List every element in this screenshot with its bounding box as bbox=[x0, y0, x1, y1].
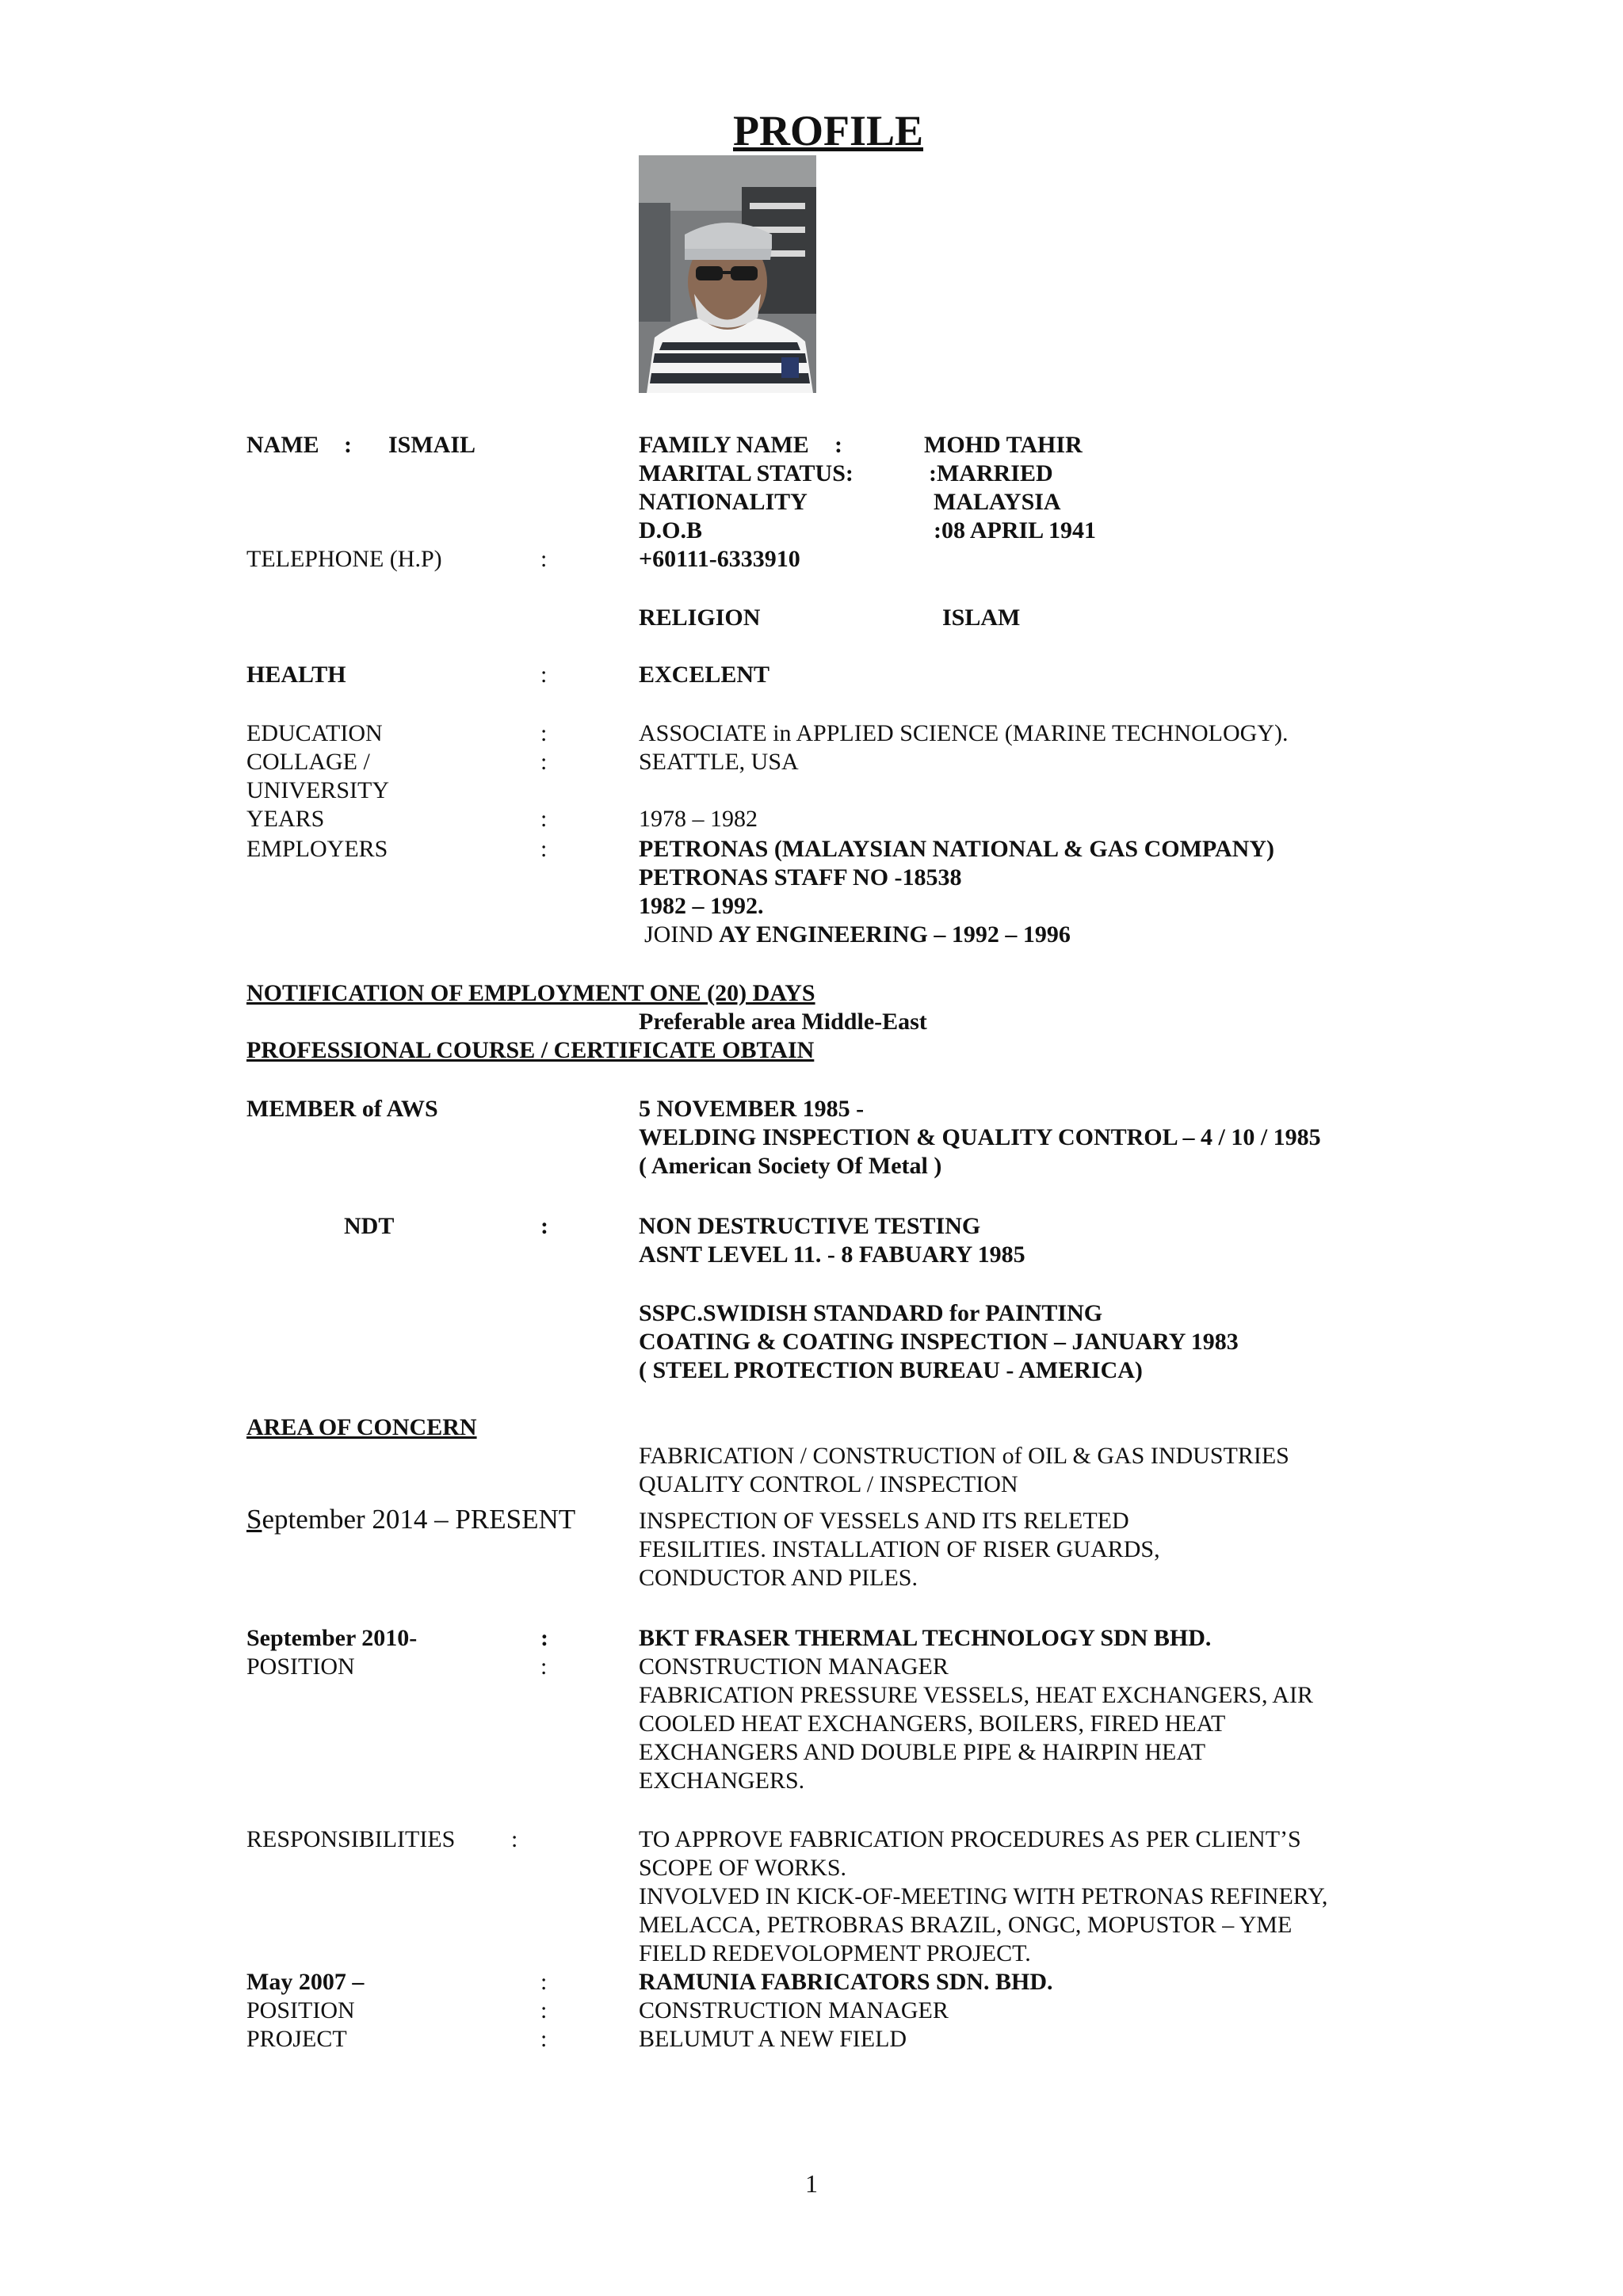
education-value: ASSOCIATE in APPLIED SCIENCE (MARINE TECHNOLOGY). bbox=[639, 720, 1289, 746]
employer-line: PETRONAS (MALAYSIAN NATIONAL & GAS COMPANY) bbox=[639, 836, 1274, 862]
exp2010-position-value: CONSTRUCTION MANAGER bbox=[639, 1653, 949, 1680]
marital-status-label: MARITAL STATUS: bbox=[639, 460, 854, 486]
exp2010-colon: : bbox=[540, 1625, 548, 1651]
years-label: YEARS bbox=[246, 806, 325, 832]
present-line: CONDUCTOR AND PILES. bbox=[639, 1565, 918, 1591]
religion-value: ISLAM bbox=[942, 605, 1021, 631]
aws-line: ( American Society Of Metal ) bbox=[639, 1153, 942, 1179]
profile-photo bbox=[639, 155, 816, 393]
exp2010-position-colon: : bbox=[540, 1653, 548, 1680]
present-period-initial: S bbox=[246, 1504, 262, 1535]
name-colon: : bbox=[344, 432, 352, 458]
exp2010-desc-line: EXCHANGERS AND DOUBLE PIPE & HAIRPIN HEAT bbox=[639, 1739, 1206, 1765]
marital-status-value: :MARRIED bbox=[929, 460, 1053, 486]
family-name-value: MOHD TAHIR bbox=[924, 432, 1083, 458]
exp2010-company: BKT FRASER THERMAL TECHNOLOGY SDN BHD. bbox=[639, 1625, 1212, 1651]
employer-line: 1982 – 1992. bbox=[639, 893, 764, 919]
college-colon: : bbox=[540, 749, 548, 775]
present-line: INSPECTION OF VESSELS AND ITS RELETED bbox=[639, 1508, 1129, 1534]
exp2007-position-value: CONSTRUCTION MANAGER bbox=[639, 1997, 949, 2023]
family-name-label: FAMILY NAME bbox=[639, 432, 809, 458]
responsibilities-colon: : bbox=[511, 1826, 518, 1852]
health-label: HEALTH bbox=[246, 662, 346, 688]
ndt-label: NDT bbox=[344, 1213, 395, 1239]
family-name-colon: : bbox=[834, 432, 842, 458]
name-value: ISMAIL bbox=[388, 432, 476, 458]
ndt-line: NON DESTRUCTIVE TESTING bbox=[639, 1213, 981, 1239]
years-value: 1978 – 1982 bbox=[639, 806, 758, 832]
exp2010-desc-line: COOLED HEAT EXCHANGERS, BOILERS, FIRED HEAT bbox=[639, 1711, 1226, 1737]
present-period-rest: eptember 2014 – PRESENT bbox=[262, 1504, 576, 1535]
employers-label: EMPLOYERS bbox=[246, 836, 388, 862]
responsibilities-label: RESPONSIBILITIES bbox=[246, 1826, 456, 1852]
exp2007-colon: : bbox=[540, 1969, 548, 1995]
exp2007-company: RAMUNIA FABRICATORS SDN. BHD. bbox=[639, 1969, 1053, 1995]
exp2007-position-label: POSITION bbox=[246, 1997, 355, 2023]
exp2007-position-colon: : bbox=[540, 1997, 548, 2023]
exp2007-project-value: BELUMUT A NEW FIELD bbox=[639, 2026, 907, 2052]
ndt-colon: : bbox=[540, 1213, 548, 1239]
page-number: 1 bbox=[805, 2169, 818, 2198]
years-colon: : bbox=[540, 806, 548, 832]
health-value: EXCELENT bbox=[639, 662, 770, 688]
dob-value: :08 APRIL 1941 bbox=[934, 517, 1097, 543]
aws-line: WELDING INSPECTION & QUALITY CONTROL – 4 / 10 / 1985 bbox=[639, 1124, 1321, 1150]
health-colon: : bbox=[540, 662, 548, 688]
sspc-line: SSPC.SWIDISH STANDARD for PAINTING bbox=[639, 1300, 1103, 1326]
name-label: NAME bbox=[246, 432, 319, 458]
page-title: PROFILE bbox=[732, 107, 924, 154]
telephone-label: TELEPHONE (H.P) bbox=[246, 546, 442, 572]
preferable-area: Preferable area Middle-East bbox=[639, 1009, 927, 1035]
exp2007-project-label: PROJECT bbox=[246, 2026, 347, 2052]
exp2010-period: September 2010- bbox=[246, 1625, 418, 1651]
responsibility-line: TO APPROVE FABRICATION PROCEDURES AS PER CLIENT’S bbox=[639, 1826, 1301, 1852]
aws-line: 5 NOVEMBER 1985 - bbox=[639, 1096, 865, 1122]
dob-label: D.O.B bbox=[639, 517, 703, 543]
joind-prefix: JOIND bbox=[644, 921, 713, 948]
exp2007-period: May 2007 – bbox=[246, 1969, 365, 1995]
responsibility-line: FIELD REDEVOLOPMENT PROJECT. bbox=[639, 1940, 1031, 1966]
education-label: EDUCATION bbox=[246, 720, 383, 746]
telephone-colon: : bbox=[540, 546, 548, 572]
portrait-image bbox=[639, 155, 816, 393]
sspc-line: ( STEEL PROTECTION BUREAU - AMERICA) bbox=[639, 1357, 1143, 1383]
sspc-line: COATING & COATING INSPECTION – JANUARY 1983 bbox=[639, 1329, 1239, 1355]
college-label-line2: UNIVERSITY bbox=[246, 777, 389, 803]
college-value: SEATTLE, USA bbox=[639, 749, 799, 775]
concern-heading: AREA OF CONCERN bbox=[246, 1414, 477, 1440]
nationality-value: MALAYSIA bbox=[934, 489, 1061, 515]
notification-heading: NOTIFICATION OF EMPLOYMENT ONE (20) DAYS bbox=[246, 980, 815, 1006]
nationality-label: NATIONALITY bbox=[639, 489, 808, 515]
education-colon: : bbox=[540, 720, 548, 746]
religion-label: RELIGION bbox=[639, 605, 761, 631]
employers-colon: : bbox=[540, 836, 548, 862]
joind-line bbox=[644, 921, 1071, 949]
aws-label: MEMBER of AWS bbox=[246, 1096, 438, 1122]
responsibility-line: SCOPE OF WORKS. bbox=[639, 1855, 847, 1881]
present-period bbox=[246, 1504, 575, 1535]
employer-line: PETRONAS STAFF NO -18538 bbox=[639, 864, 962, 891]
joind-company: AY ENGINEERING – 1992 – 1996 bbox=[719, 921, 1071, 948]
responsibility-line: MELACCA, PETROBRAS BRAZIL, ONGC, MOPUSTOR – YME bbox=[639, 1912, 1293, 1938]
exp2010-position-label: POSITION bbox=[246, 1653, 355, 1680]
ndt-line: ASNT LEVEL 11. - 8 FABUARY 1985 bbox=[639, 1241, 1025, 1268]
exp2010-desc-line: FABRICATION PRESSURE VESSELS, HEAT EXCHANGERS, AIR bbox=[639, 1682, 1313, 1708]
course-heading: PROFESSIONAL COURSE / CERTIFICATE OBTAIN bbox=[246, 1037, 815, 1063]
exp2010-desc-line: EXCHANGERS. bbox=[639, 1768, 805, 1794]
concern-line: QUALITY CONTROL / INSPECTION bbox=[639, 1471, 1018, 1497]
concern-line: FABRICATION / CONSTRUCTION of OIL & GAS INDUSTRIES bbox=[639, 1443, 1289, 1469]
college-label-line1: COLLAGE / bbox=[246, 749, 370, 775]
present-line: FESILITIES. INSTALLATION OF RISER GUARDS, bbox=[639, 1536, 1160, 1562]
responsibility-line: INVOLVED IN KICK-OF-MEETING WITH PETRONAS REFINERY, bbox=[639, 1883, 1328, 1909]
telephone-value: +60111-6333910 bbox=[639, 546, 800, 572]
exp2007-project-colon: : bbox=[540, 2026, 548, 2052]
